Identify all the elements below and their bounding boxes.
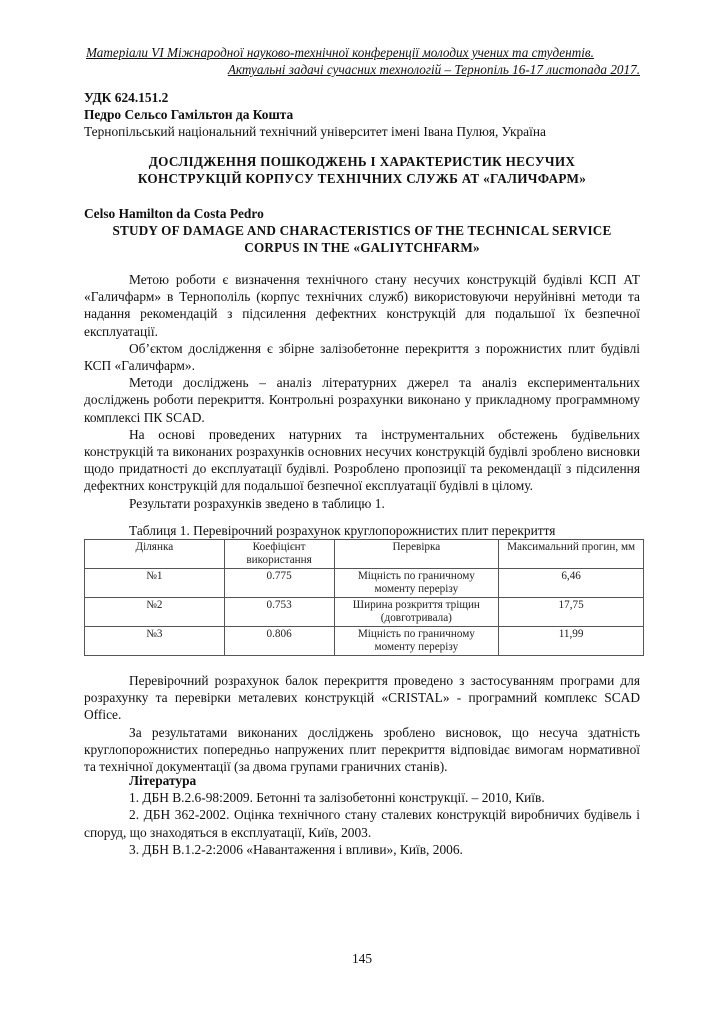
- paragraph: На основі проведених натурних та інструментальних обстежень будівельних конструкцій та виконаних розрахунків основних несучих конструкцій будівлі зроблено висновки щодо придатності до експлуатації будівлі. Розроблено пропозиції та рекомендації з підсилення дефектних конструкцій для подальшої безпечної експлуатації будівлі в цілому.: [84, 426, 640, 494]
- table-cell: №3: [85, 627, 225, 656]
- table-cell: Міцність по граничному моменту перерізу: [334, 627, 499, 656]
- table-cell: Ширина розкриття тріщин (довготривала): [334, 598, 499, 627]
- affiliation: Тернопільський національний технічний університет імені Івана Пулюя, Україна: [84, 124, 546, 139]
- table-caption: Таблиця 1. Перевірочний розрахунок круглопорожнистих плит перекриття: [129, 523, 556, 538]
- abstract-body: [84, 271, 640, 512]
- references-heading: Література: [129, 773, 197, 788]
- conclusion-body: [84, 672, 640, 775]
- paragraph: Перевірочний розрахунок балок перекриття проведено з застосуванням програми для розрахунку та перевірки металевих конструкцій «CRISTAL» - програмний комплекс SCAD Office.: [84, 673, 640, 723]
- table-cell: 11,99: [499, 627, 644, 656]
- reference-item: 3. ДБН В.1.2-2:2006 «Навантаження і впливи», Київ, 2006.: [129, 841, 463, 857]
- table-cell: №1: [85, 569, 225, 598]
- reference-item: 2. ДБН 362-2002. Оцінка технічного стану сталевих конструкцій виробничих будівель і споруд, що знаходяться в експлуатації, Київ, 2003.: [84, 807, 640, 840]
- paragraph: За результатами виконаних досліджень зроблено висновок, що несуча здатність круглопорожнистих попередньо напружених плит перекриття відповідає вимогам нормативної та технічної документації (за двома групами граничних станів).: [84, 724, 640, 775]
- title-en-line-1: STUDY OF DAMAGE AND CHARACTERISTICS OF THE TECHNICAL SERVICE: [112, 223, 612, 238]
- header-line-2: Актуальні задачі сучасних технологій – Тернопіль 16-17 листопада 2017.: [227, 62, 640, 77]
- table-header-row: [85, 540, 644, 569]
- table-row: [85, 627, 644, 656]
- table-cell: №2: [85, 598, 225, 627]
- paragraph: Результати розрахунків зведено в таблицю 1.: [129, 495, 385, 511]
- title-ua-line-1: ДОСЛІДЖЕННЯ ПОШКОДЖЕНЬ І ХАРАКТЕРИСТИК НЕСУЧИХ: [148, 154, 576, 169]
- udk-code: УДК 624.151.2: [84, 90, 169, 105]
- table-cell: 0.753: [224, 598, 334, 627]
- title-ua-line-2: КОНСТРУКЦІЙ КОРПУСУ ТЕХНІЧНИХ СЛУЖБ АТ «ГАЛИЧФАРМ»: [137, 171, 587, 186]
- table-header-cell: Максимальний прогин, мм: [499, 540, 644, 569]
- results-table: [84, 539, 644, 656]
- table-header-cell: Ділянка: [85, 540, 225, 569]
- table-cell: 17,75: [499, 598, 644, 627]
- title-ua: [84, 153, 640, 187]
- author-ua: Педро Сельсо Гамільтон да Кошта: [84, 107, 294, 122]
- header-line-1: Матеріали VI Міжнародної науково-технічної конференції молодих учених та студентів.: [86, 45, 594, 60]
- paragraph: Методи досліджень – аналіз літературних джерел та аналіз експериментальних досліджень роботи перекриття. Контрольні розрахунки виконано у прикладному программному комплексі ПК SCAD.: [84, 375, 640, 425]
- reference-item: 1. ДБН В.2.6-98:2009. Бетонні та залізобетонні конструкції. – 2010, Київ.: [129, 790, 545, 806]
- table-row: [85, 598, 644, 627]
- paragraph: Об’єктом дослідження є збірне залізобетонне перекриття з порожнистих плит будівлі КСП «Галичфарм».: [84, 340, 640, 374]
- table-header-cell: Коефіцієнт використання: [224, 540, 334, 569]
- table-row: [85, 569, 644, 598]
- references: [84, 772, 640, 858]
- table-cell: Міцність по граничному моменту перерізу: [334, 569, 499, 598]
- conference-header: [84, 44, 640, 78]
- author-en: Celso Hamilton da Costa Pedro: [84, 206, 264, 221]
- table-cell: 0.806: [224, 627, 334, 656]
- page-number: 145: [351, 951, 373, 966]
- title-en: [84, 222, 640, 256]
- paragraph: Метою роботи є визначення технічного стану несучих конструкцій будівлі КСП АТ «Галичфарм» в Тернополіль (корпус технічних служб) використовуючи неруйнівні методи та надання рекомендацій з підсилення дефектних конструкцій для подальшої їх безпечної експлуатації.: [84, 272, 640, 339]
- table-cell: 6,46: [499, 569, 644, 598]
- table-header-cell: Перевірка: [334, 540, 499, 569]
- title-en-line-2: CORPUS IN THE «GALIYTCHFARM»: [244, 240, 480, 255]
- table-cell: 0.775: [224, 569, 334, 598]
